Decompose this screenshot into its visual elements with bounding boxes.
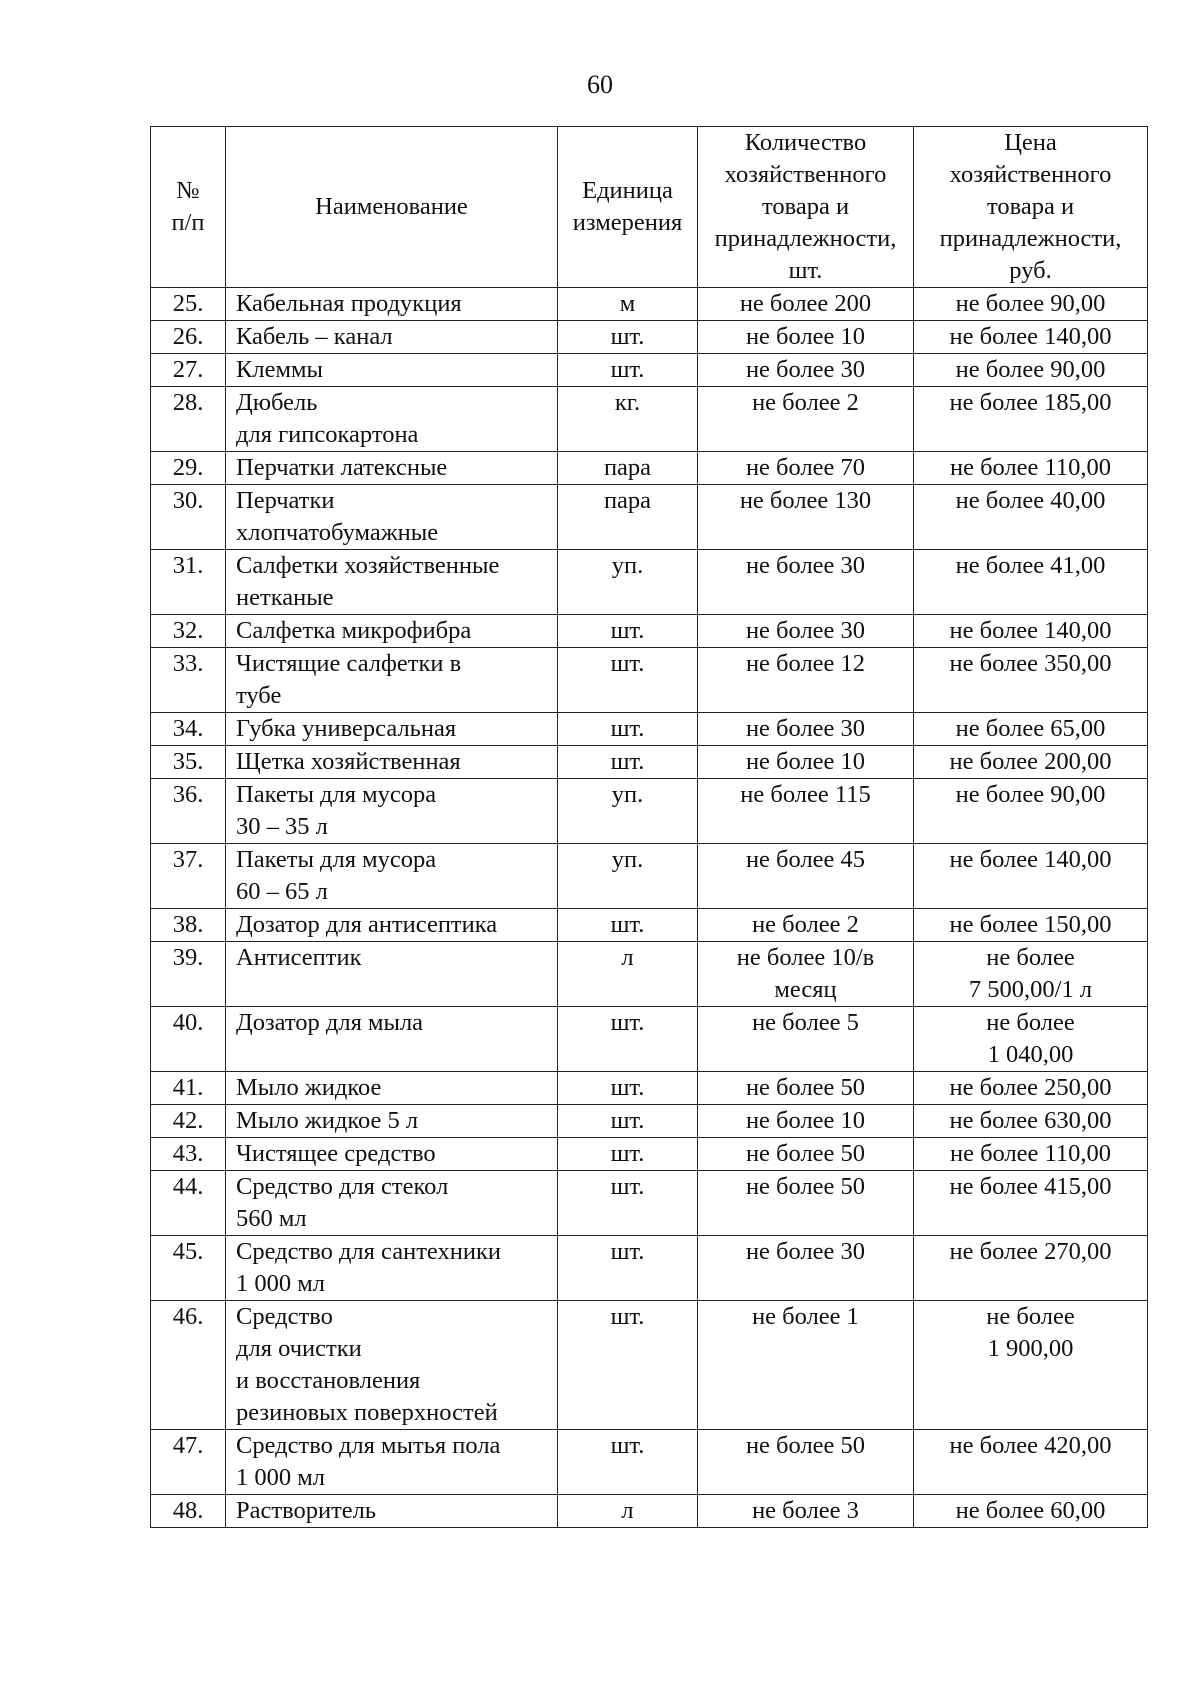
cell-number: 45. [151, 1236, 226, 1301]
cell-unit: шт. [558, 713, 698, 746]
cell-name: Щетка хозяйственная [226, 746, 558, 779]
table-row [151, 1105, 1148, 1138]
cell-number: 34. [151, 713, 226, 746]
cell-quantity: не более 30 [698, 713, 914, 746]
cell-name: Чистящие салфетки в тубе [226, 648, 558, 713]
cell-number: 40. [151, 1007, 226, 1072]
cell-quantity: не более 50 [698, 1171, 914, 1236]
cell-number: 25. [151, 288, 226, 321]
table-row [151, 1495, 1148, 1528]
cell-quantity: не более 10/в месяц [698, 942, 914, 1007]
cell-unit: шт. [558, 1171, 698, 1236]
cell-number: 35. [151, 746, 226, 779]
cell-name: Средство для мытья пола 1 000 мл [226, 1430, 558, 1495]
cell-price: не более 41,00 [914, 550, 1148, 615]
cell-name: Перчатки латексные [226, 452, 558, 485]
cell-unit: шт. [558, 1105, 698, 1138]
table-row [151, 648, 1148, 713]
cell-unit: шт. [558, 354, 698, 387]
table-row [151, 909, 1148, 942]
cell-price: не более 140,00 [914, 321, 1148, 354]
cell-number: 32. [151, 615, 226, 648]
cell-quantity: не более 30 [698, 550, 914, 615]
cell-unit: пара [558, 485, 698, 550]
cell-name: Дюбель для гипсокартона [226, 387, 558, 452]
cell-unit: шт. [558, 1236, 698, 1301]
cell-quantity: не более 115 [698, 779, 914, 844]
table-row [151, 387, 1148, 452]
cell-price: не более 420,00 [914, 1430, 1148, 1495]
cell-price: не более 415,00 [914, 1171, 1148, 1236]
cell-number: 30. [151, 485, 226, 550]
cell-price: не более 140,00 [914, 844, 1148, 909]
cell-quantity: не более 2 [698, 909, 914, 942]
cell-unit: шт. [558, 1007, 698, 1072]
table-row [151, 452, 1148, 485]
cell-number: 41. [151, 1072, 226, 1105]
cell-unit: м [558, 288, 698, 321]
table-row [151, 485, 1148, 550]
table-row [151, 1072, 1148, 1105]
table-row [151, 1171, 1148, 1236]
cell-number: 27. [151, 354, 226, 387]
table-row [151, 1138, 1148, 1171]
cell-number: 44. [151, 1171, 226, 1236]
cell-name: Антисептик [226, 942, 558, 1007]
cell-price: не более 65,00 [914, 713, 1148, 746]
cell-quantity: не более 50 [698, 1430, 914, 1495]
cell-price: не более 630,00 [914, 1105, 1148, 1138]
table-row [151, 1236, 1148, 1301]
cell-quantity: не более 30 [698, 615, 914, 648]
cell-quantity: не более 3 [698, 1495, 914, 1528]
cell-quantity: не более 12 [698, 648, 914, 713]
cell-price: не более 140,00 [914, 615, 1148, 648]
cell-quantity: не более 5 [698, 1007, 914, 1072]
cell-quantity: не более 10 [698, 321, 914, 354]
cell-unit: шт. [558, 321, 698, 354]
table-row [151, 942, 1148, 1007]
cell-number: 43. [151, 1138, 226, 1171]
cell-quantity: не более 1 [698, 1301, 914, 1430]
table-row [151, 615, 1148, 648]
table-header-row [151, 127, 1148, 288]
cell-quantity: не более 2 [698, 387, 914, 452]
cell-quantity: не более 130 [698, 485, 914, 550]
cell-unit: пара [558, 452, 698, 485]
cell-unit: шт. [558, 1301, 698, 1430]
cell-quantity: не более 10 [698, 1105, 914, 1138]
cell-quantity: не более 200 [698, 288, 914, 321]
cell-unit: уп. [558, 779, 698, 844]
table-row [151, 1301, 1148, 1430]
cell-unit: шт. [558, 1072, 698, 1105]
cell-name: Пакеты для мусора 60 – 65 л [226, 844, 558, 909]
cell-unit: шт. [558, 615, 698, 648]
cell-number: 46. [151, 1301, 226, 1430]
header-quantity: Количество хозяйственного товара и принадлежности, шт. [698, 127, 914, 288]
cell-price: не более 1 040,00 [914, 1007, 1148, 1072]
goods-table [150, 126, 1148, 1528]
cell-number: 37. [151, 844, 226, 909]
cell-name: Салфетка микрофибра [226, 615, 558, 648]
table-row [151, 550, 1148, 615]
cell-name: Средство для сантехники 1 000 мл [226, 1236, 558, 1301]
cell-price: не более 185,00 [914, 387, 1148, 452]
cell-unit: л [558, 942, 698, 1007]
cell-quantity: не более 30 [698, 1236, 914, 1301]
cell-price: не более 1 900,00 [914, 1301, 1148, 1430]
cell-name: Салфетки хозяйственные нетканые [226, 550, 558, 615]
cell-quantity: не более 50 [698, 1138, 914, 1171]
cell-name: Средство для стекол 560 мл [226, 1171, 558, 1236]
cell-name: Чистящее средство [226, 1138, 558, 1171]
table-row [151, 321, 1148, 354]
cell-unit: уп. [558, 550, 698, 615]
cell-name: Мыло жидкое [226, 1072, 558, 1105]
cell-number: 31. [151, 550, 226, 615]
cell-unit: шт. [558, 648, 698, 713]
cell-price: не более 110,00 [914, 452, 1148, 485]
cell-price: не более 90,00 [914, 288, 1148, 321]
cell-name: Губка универсальная [226, 713, 558, 746]
cell-name: Растворитель [226, 1495, 558, 1528]
cell-price: не более 350,00 [914, 648, 1148, 713]
cell-price: не более 150,00 [914, 909, 1148, 942]
cell-unit: шт. [558, 746, 698, 779]
cell-number: 36. [151, 779, 226, 844]
cell-quantity: не более 70 [698, 452, 914, 485]
cell-name: Кабель – канал [226, 321, 558, 354]
cell-number: 39. [151, 942, 226, 1007]
cell-number: 29. [151, 452, 226, 485]
cell-number: 47. [151, 1430, 226, 1495]
cell-number: 48. [151, 1495, 226, 1528]
table-body [151, 288, 1148, 1528]
table-row [151, 779, 1148, 844]
cell-price: не более 90,00 [914, 354, 1148, 387]
cell-number: 26. [151, 321, 226, 354]
table-row [151, 713, 1148, 746]
cell-number: 42. [151, 1105, 226, 1138]
cell-price: не более 200,00 [914, 746, 1148, 779]
cell-name: Дозатор для мыла [226, 1007, 558, 1072]
page-number: 60 [587, 70, 613, 99]
cell-price: не более 110,00 [914, 1138, 1148, 1171]
cell-quantity: не более 50 [698, 1072, 914, 1105]
cell-quantity: не более 45 [698, 844, 914, 909]
table-row [151, 746, 1148, 779]
cell-name: Перчатки хлопчатобумажные [226, 485, 558, 550]
table-row [151, 844, 1148, 909]
cell-quantity: не более 30 [698, 354, 914, 387]
cell-number: 28. [151, 387, 226, 452]
cell-name: Средство для очистки и восстановления резиновых поверхностей [226, 1301, 558, 1430]
cell-name: Кабельная продукция [226, 288, 558, 321]
cell-price: не более 7 500,00/1 л [914, 942, 1148, 1007]
cell-name: Мыло жидкое 5 л [226, 1105, 558, 1138]
cell-name: Дозатор для антисептика [226, 909, 558, 942]
table-row [151, 1007, 1148, 1072]
cell-unit: уп. [558, 844, 698, 909]
cell-price: не более 90,00 [914, 779, 1148, 844]
table-row [151, 1430, 1148, 1495]
cell-price: не более 40,00 [914, 485, 1148, 550]
cell-quantity: не более 10 [698, 746, 914, 779]
cell-price: не более 60,00 [914, 1495, 1148, 1528]
cell-unit: кг. [558, 387, 698, 452]
cell-name: Пакеты для мусора 30 – 35 л [226, 779, 558, 844]
table-row [151, 288, 1148, 321]
cell-price: не более 270,00 [914, 1236, 1148, 1301]
header-price: Цена хозяйственного товара и принадлежности, руб. [914, 127, 1148, 288]
cell-number: 33. [151, 648, 226, 713]
header-name: Наименование [226, 127, 558, 288]
cell-price: не более 250,00 [914, 1072, 1148, 1105]
cell-number: 38. [151, 909, 226, 942]
cell-name: Клеммы [226, 354, 558, 387]
cell-unit: шт. [558, 1138, 698, 1171]
table-row [151, 354, 1148, 387]
header-number: № п/п [151, 127, 226, 288]
cell-unit: л [558, 1495, 698, 1528]
cell-unit: шт. [558, 1430, 698, 1495]
cell-unit: шт. [558, 909, 698, 942]
header-unit: Единица измерения [558, 127, 698, 288]
